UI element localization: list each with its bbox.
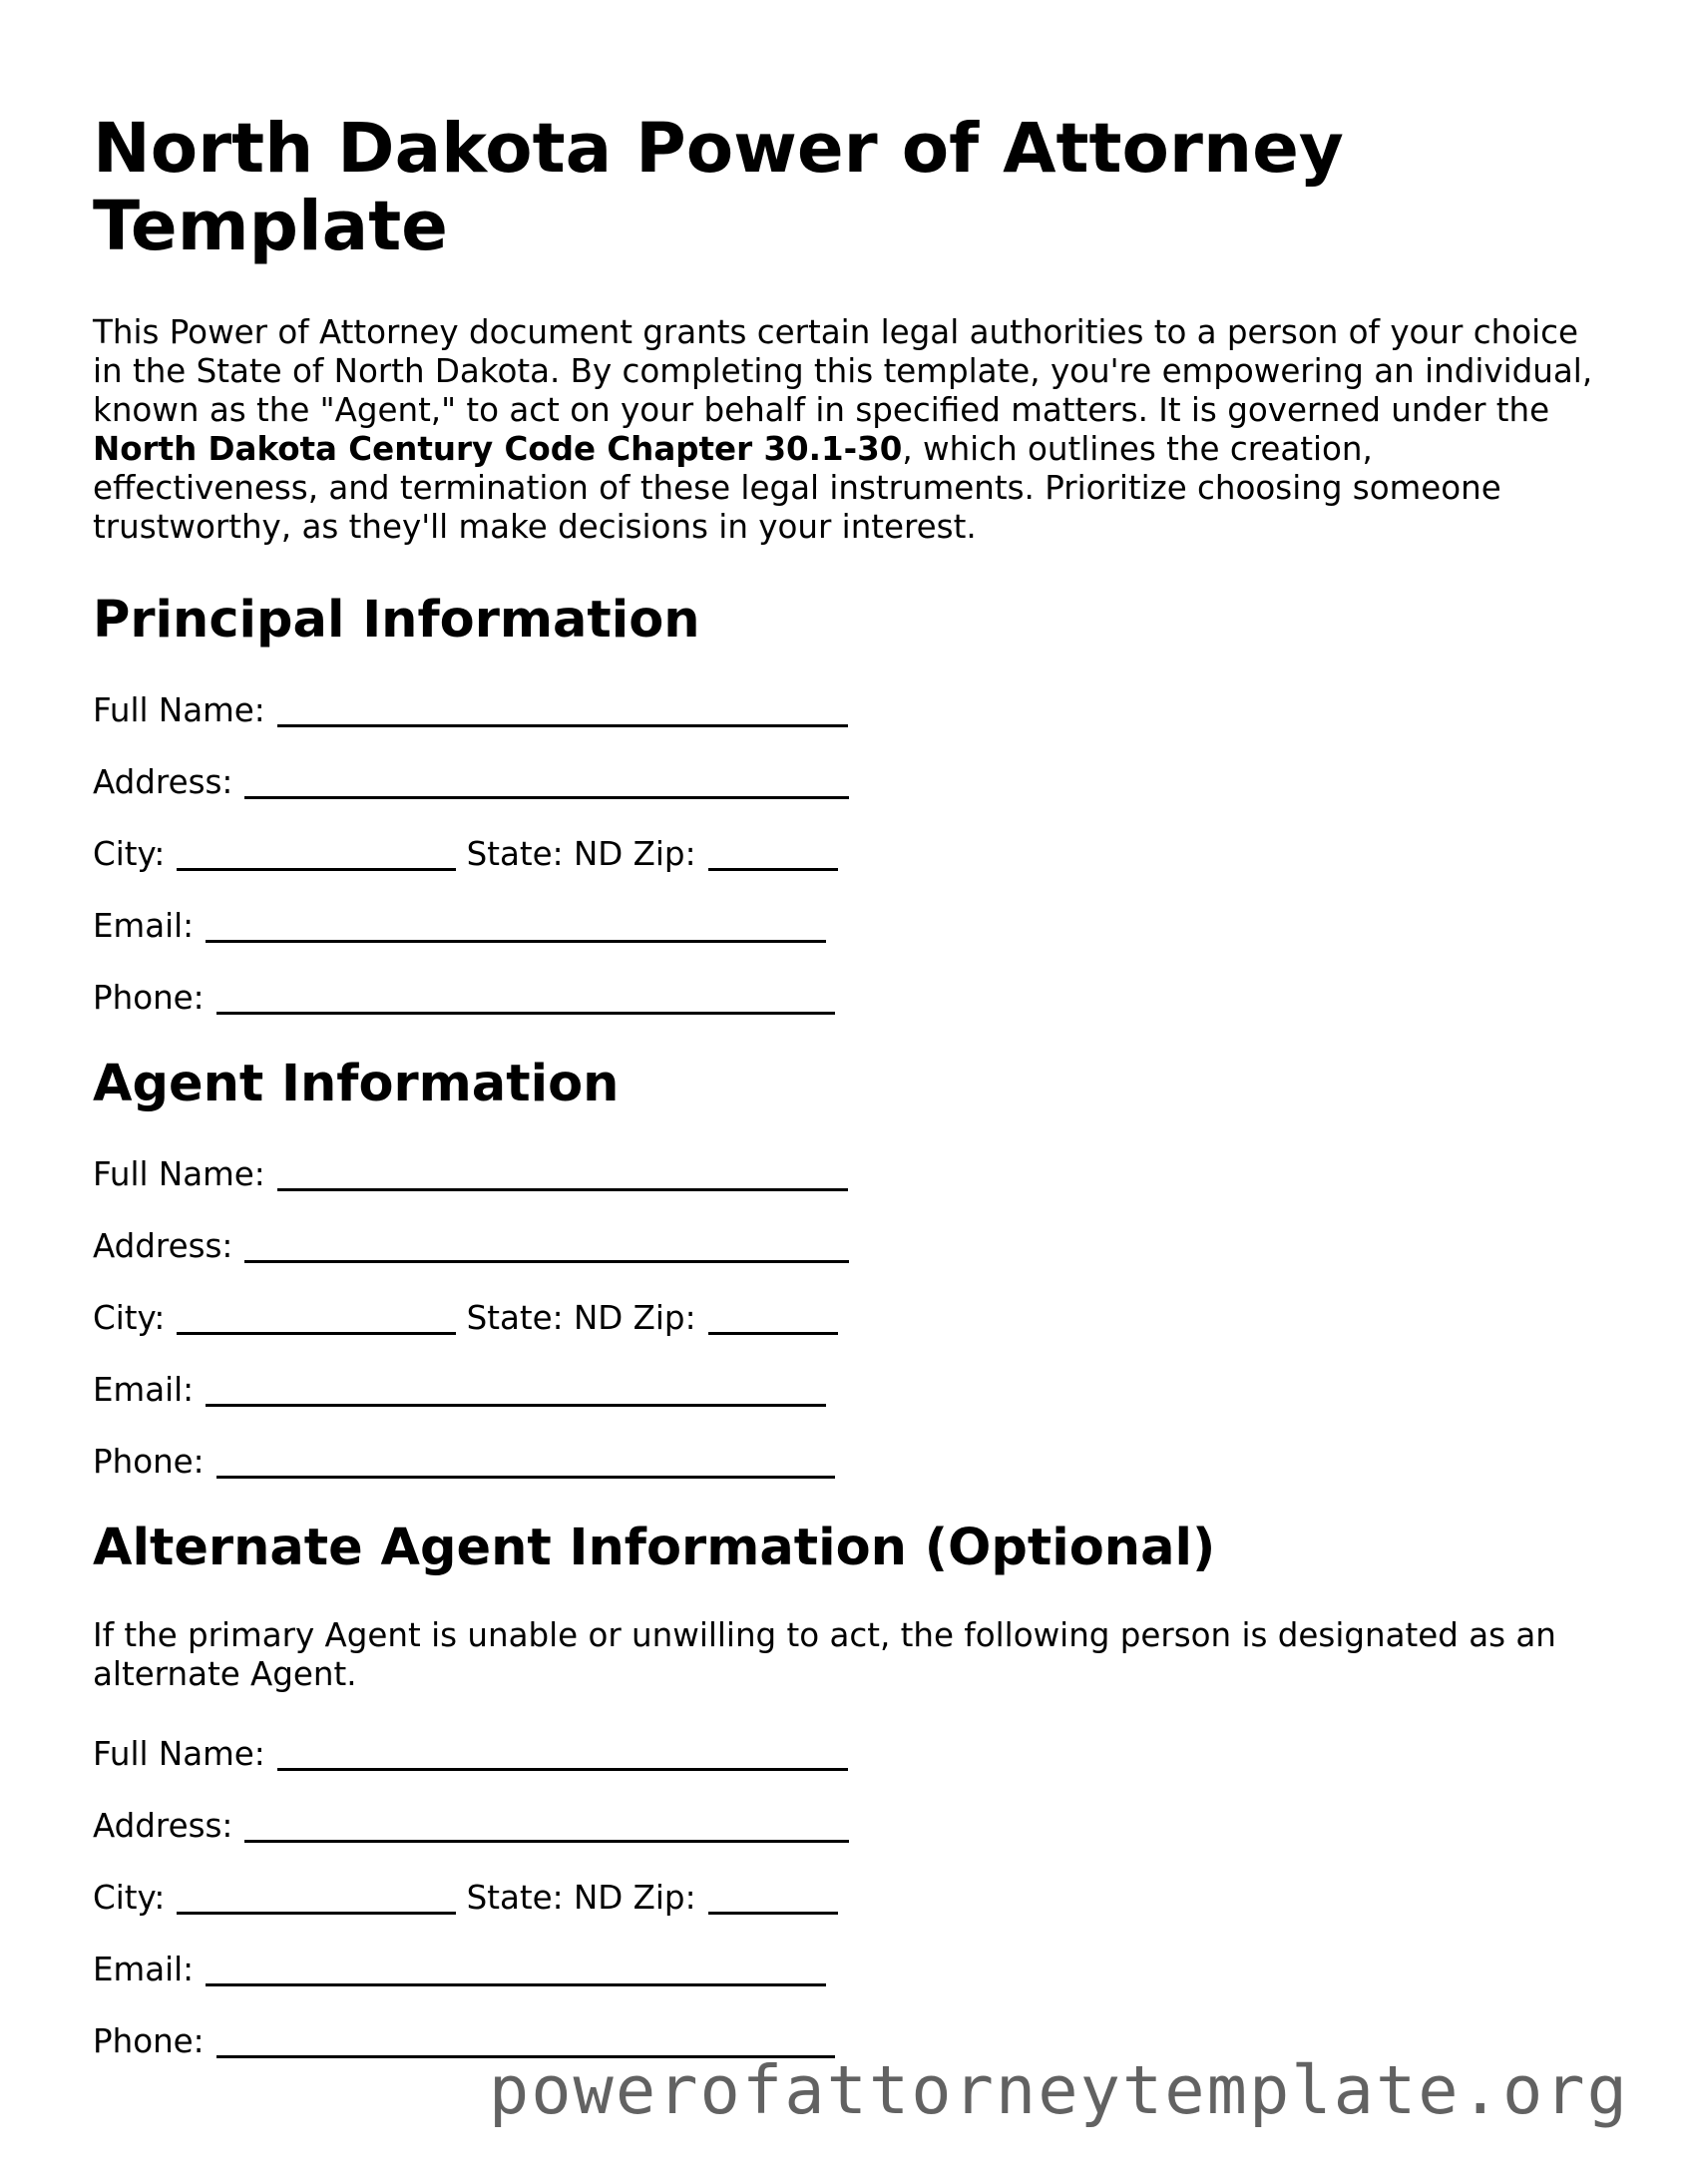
intro-paragraph [93,313,1599,547]
intro-text-start: This Power of Attorney document grants certain legal authorities to a person of your choice in the State of North Dakota. By completing this template, you're empowering an individual, known as the "Agent," to act on your behalf in specified matters. It is governed under the [93,313,1593,429]
full-name-label: Full Name: [93,1155,265,1193]
principal-address-field[interactable] [93,762,849,802]
principal-full-name-field[interactable] [93,690,848,730]
zip-line[interactable] [708,1880,838,1915]
principal-section [93,591,1589,1017]
email-label: Email: [93,1951,195,1988]
agent-phone-field[interactable] [93,1442,835,1482]
zip-line[interactable] [708,836,838,871]
full-name-line[interactable] [277,692,848,727]
state-label: State: ND [466,1299,624,1337]
alternate-agent-section [93,1519,1589,2060]
address-line[interactable] [244,1228,849,1263]
city-line[interactable] [177,1880,456,1915]
phone-label: Phone: [93,1443,205,1481]
address-label: Address: [93,1807,233,1845]
agent-full-name-field[interactable] [93,1154,848,1194]
phone-line[interactable] [216,1444,835,1479]
full-name-label: Full Name: [93,1735,265,1773]
intro-statute-reference: North Dakota Century Code Chapter 30.1-30 [93,430,903,468]
alternate-full-name-field[interactable] [93,1734,848,1774]
principal-phone-field[interactable] [93,978,835,1018]
principal-email-field[interactable] [93,906,826,946]
email-line[interactable] [206,908,826,943]
email-label: Email: [93,1371,195,1409]
alternate-city-state-zip-field[interactable] [93,1878,838,1918]
phone-label: Phone: [93,2022,205,2060]
alternate-agent-note: If the primary Agent is unable or unwilling to act, the following person is designated as an alternate Agent. [93,1616,1556,1693]
agent-address-field[interactable] [93,1226,849,1266]
email-label: Email: [93,907,195,945]
zip-label: Zip: [633,1879,696,1917]
agent-heading: Agent Information [93,1055,620,1113]
phone-line[interactable] [216,980,835,1015]
state-label: State: ND [466,835,624,873]
full-name-line[interactable] [277,1736,848,1771]
zip-label: Zip: [633,1299,696,1337]
alternate-agent-heading: Alternate Agent Information (Optional) [93,1519,1216,1577]
address-label: Address: [93,1227,233,1265]
city-label: City: [93,1879,166,1917]
city-line[interactable] [177,1300,456,1335]
address-line[interactable] [244,764,849,799]
address-line[interactable] [244,1808,849,1843]
agent-section [93,1055,1589,1481]
phone-label: Phone: [93,979,205,1017]
intro-text-end: , which outlines the creation, effectiveness, and termination of these legal instruments. Prioritize choosing someone trustworthy, as they'll make decisions in your interest. [93,430,1501,546]
email-line[interactable] [206,1372,826,1407]
city-label: City: [93,1299,166,1337]
email-line[interactable] [206,1952,826,1986]
site-watermark: powerofattorneytemplate.org [488,2051,1629,2129]
alternate-email-field[interactable] [93,1950,826,1989]
principal-heading: Principal Information [93,591,700,650]
full-name-line[interactable] [277,1156,848,1191]
city-label: City: [93,835,166,873]
agent-email-field[interactable] [93,1370,826,1410]
alternate-address-field[interactable] [93,1806,849,1846]
address-label: Address: [93,763,233,801]
full-name-label: Full Name: [93,691,265,729]
city-line[interactable] [177,836,456,871]
zip-label: Zip: [633,835,696,873]
principal-city-state-zip-field[interactable] [93,834,838,874]
page-title: North Dakota Power of Attorney Template [93,109,1344,266]
state-label: State: ND [466,1879,624,1917]
zip-line[interactable] [708,1300,838,1335]
agent-city-state-zip-field[interactable] [93,1298,838,1338]
document-page [93,109,1593,547]
